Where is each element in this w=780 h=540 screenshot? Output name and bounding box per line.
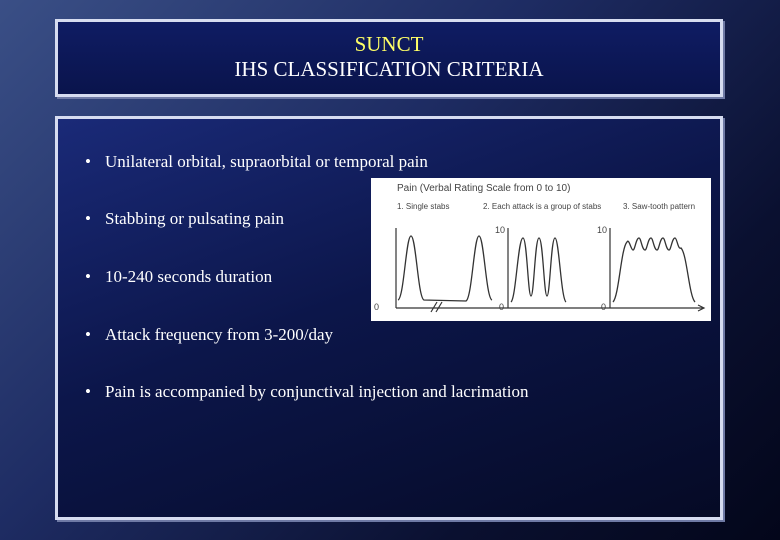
title-box bbox=[55, 19, 723, 97]
panel-label-3: 3. Saw-tooth pattern bbox=[623, 202, 696, 211]
bullet-dot: • bbox=[85, 209, 91, 228]
group-stabs-curve bbox=[511, 238, 566, 302]
bullet-text: 10-240 seconds duration bbox=[105, 267, 273, 286]
axis-break-marker bbox=[431, 302, 442, 312]
figure-heading: Pain (Verbal Rating Scale from 0 to 10) bbox=[397, 183, 571, 194]
pain-pattern-svg bbox=[371, 178, 711, 321]
bullet-item bbox=[85, 325, 333, 345]
bullet-text: Pain is accompanied by conjunctival injection and lacrimation bbox=[105, 382, 529, 401]
bullet-item bbox=[85, 209, 284, 229]
y-max-label-2: 10 bbox=[495, 225, 506, 235]
panel-label-2: 2. Each attack is a group of stabs bbox=[483, 202, 602, 211]
panel-label-1: 1. Single stabs bbox=[397, 202, 450, 211]
bullet-dot: • bbox=[85, 267, 91, 286]
bullet-dot: • bbox=[85, 152, 91, 171]
y-max-label-3: 10 bbox=[597, 225, 608, 235]
slide-subtitle: IHS CLASSIFICATION CRITERIA bbox=[234, 57, 544, 81]
saw-tooth-curve bbox=[613, 238, 695, 302]
bullet-text: Stabbing or pulsating pain bbox=[105, 209, 284, 228]
bullet-text: Attack frequency from 3-200/day bbox=[105, 325, 333, 344]
pain-curves bbox=[398, 236, 695, 302]
bullet-dot: • bbox=[85, 382, 91, 401]
pain-pattern-figure bbox=[371, 178, 711, 321]
bullet-item bbox=[85, 267, 272, 287]
y-min-label-1: 0 bbox=[374, 302, 380, 312]
slide-title: SUNCT bbox=[354, 32, 424, 56]
y-min-label-3: 0 bbox=[601, 302, 607, 312]
single-stabs-curve bbox=[398, 236, 492, 301]
bullet-text: Unilateral orbital, supraorbital or temporal pain bbox=[105, 152, 428, 171]
bullet-item bbox=[85, 382, 528, 402]
bullet-dot: • bbox=[85, 325, 91, 344]
bullet-item bbox=[85, 152, 428, 172]
y-min-label-2: 0 bbox=[499, 302, 505, 312]
